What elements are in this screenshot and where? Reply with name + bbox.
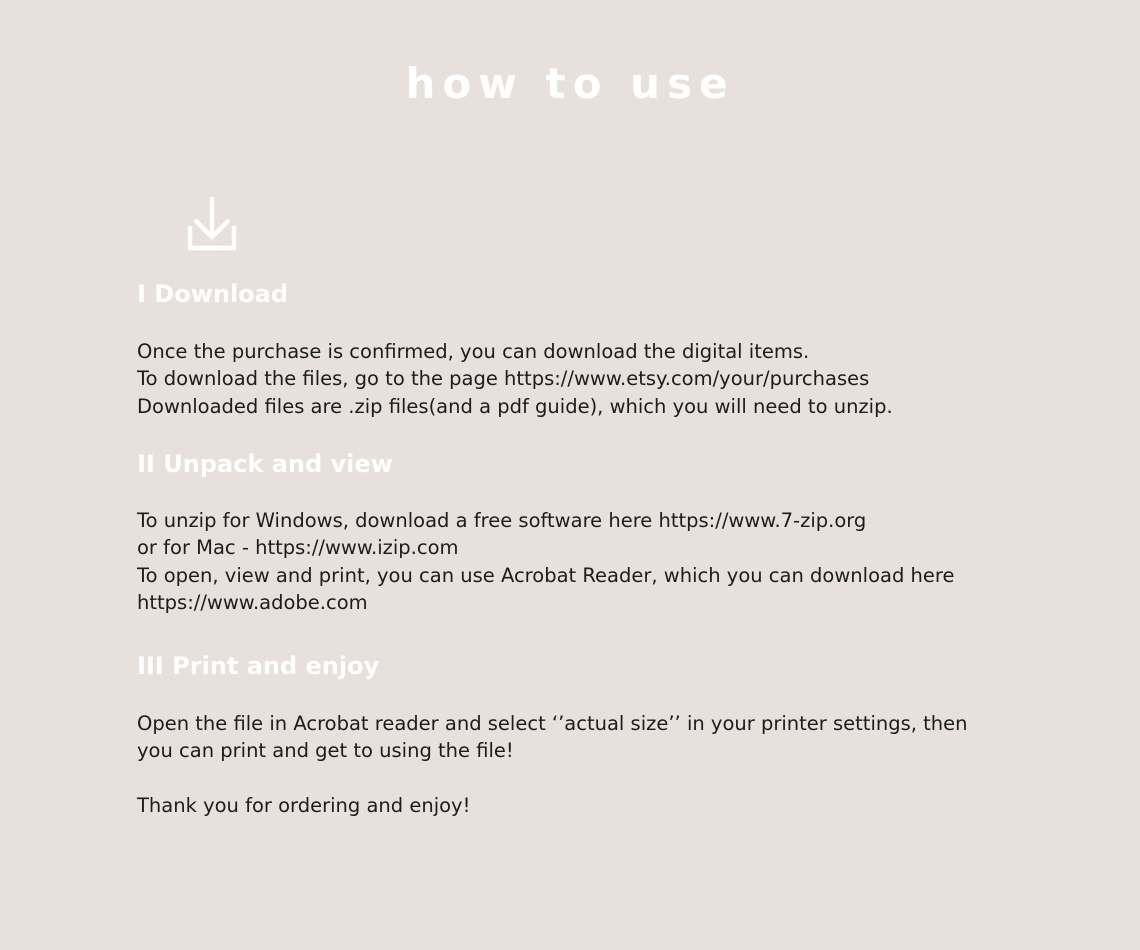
- section-heading-download: I Download: [137, 280, 289, 308]
- section-line: To download the files, go to the page https://www.etsy.com/your/purchases: [137, 367, 870, 391]
- section-body-print: [137, 710, 968, 765]
- page-title: how to use: [405, 59, 735, 108]
- section-heading-print: III Print and enjoy: [137, 652, 380, 680]
- closing-message: Thank you for ordering and enjoy!: [137, 794, 471, 817]
- section-line: you can print and get to using the file!: [137, 739, 514, 763]
- section-body-unpack: [137, 507, 954, 616]
- section-line: Downloaded files are .zip files(and a pdf guide), which you will need to unzip.: [137, 394, 893, 418]
- section-body-download: [137, 338, 893, 420]
- section-heading-unpack: II Unpack and view: [137, 450, 393, 478]
- section-line: Once the purchase is confirmed, you can download the digital items.: [137, 340, 810, 363]
- section-line: or for Mac - https://www.izip.com: [137, 536, 459, 560]
- section-line: To open, view and print, you can use Acrobat Reader, which you can download here: [137, 563, 955, 587]
- section-line: https://www.adobe.com: [137, 590, 368, 614]
- download-icon: [186, 196, 238, 252]
- section-line: Open the file in Acrobat reader and select ‘’actual size’’ in your printer settings, then: [137, 712, 968, 735]
- section-line: To unzip for Windows, download a free software here https://www.7-zip.org: [137, 509, 867, 532]
